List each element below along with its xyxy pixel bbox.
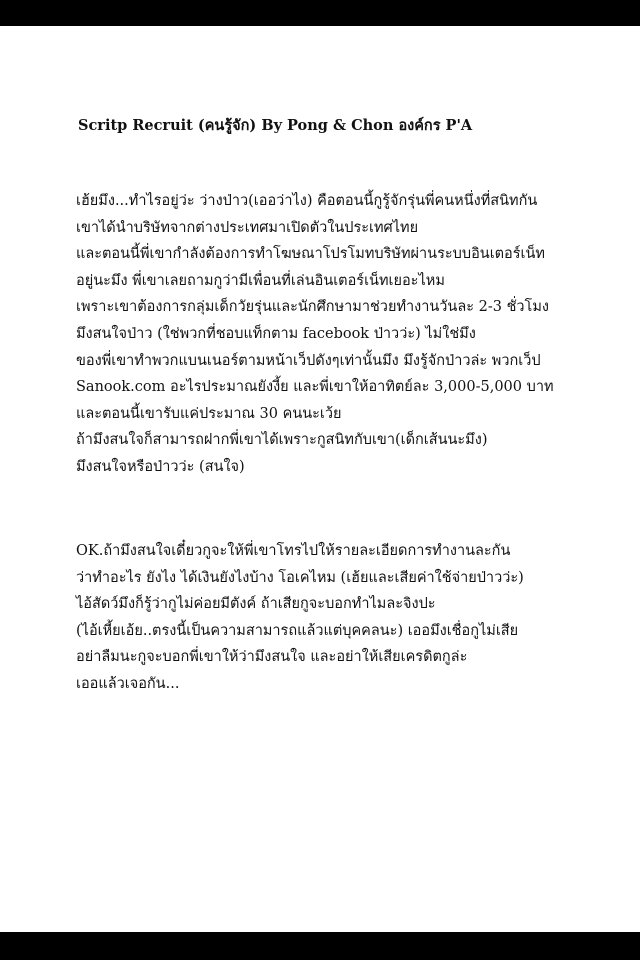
bottom-black-bar — [0, 932, 640, 960]
text-line: ถ้ามึงสนใจก็สามารถฝากพี่เขาได้เพราะกูสนิทกับเขา(เด็กเส้นนะมึง) — [76, 432, 488, 449]
top-black-bar — [0, 0, 640, 26]
text-line: เขาได้นำบริษัทจากต่างประเทศมาเปิดตัวในประเทศไทย — [76, 219, 419, 236]
document-title: Scritp Recruit (คนรู้จัก) By Pong & Chon องค์กร P'A — [78, 117, 473, 134]
text-line: อยู่นะมึง พี่เขาเลยถามกูว่ามีเพื่อนที่เล่นอินเตอร์เน็ทเยอะไหม — [76, 272, 445, 289]
text-line: เออแล้วเจอกัน... — [76, 675, 180, 692]
text-line: ว่าทำอะไร ยังไง ได้เงินยังไงบ้าง โอเคไหม (เฮ้ยและเสียค่าใช้จ่ายป่าวว่ะ) — [76, 569, 524, 586]
text-line: และตอนนี้เขารับแค่ประมาณ 30 คนนะเว้ย — [76, 405, 342, 422]
text-line: OK.ถ้ามึงสนใจเดี๋ยวกูจะให้พี่เขาโทรไปให้รายละเอียดการทำงานละกัน — [76, 543, 511, 559]
paragraph-1 — [76, 188, 596, 481]
text-line: ไอ้สัดว์มึงก็รู้ว่ากูไม่ค่อยมีตังค์ ถ้าเสียกูจะบอกทำไมละจิงปะ — [76, 596, 436, 613]
text-line: (ไอ้เหี้ยเอ้ย..ตรงนี้เป็นความสามารถแล้วแต่บุคคลนะ) เออมึงเชื่อกูไม่เสีย — [76, 622, 519, 639]
document-page — [0, 26, 640, 932]
text-line: Sanook.com อะไรประมาณยังงี้ย และพี่เขาให้อาทิตย์ละ 3,000-5,000 บาท — [76, 379, 554, 396]
text-line: ของพี่เขาทำพวกแบนเนอร์ตามหน้าเว็ปดังๆเท่านั้นมึง มึงรู้จักป่าวล่ะ พวกเว็ป — [76, 352, 541, 369]
text-line: เพราะเขาต้องการกลุ่มเด็กวัยรุ่นและนักศึกษามาช่วยทำงานวันละ 2-3 ชั่วโมง — [76, 299, 549, 316]
paragraph-2 — [76, 538, 596, 698]
text-line: อย่าลืมนะกูจะบอกพี่เขาให้ว่ามึงสนใจ และอย่าให้เสียเครดิตกูล่ะ — [76, 649, 468, 666]
text-line: มึงสนใจป่าว (ใช่พวกที่ชอบแท็กตาม facebook ป่าวว่ะ) ไม่ใช่มึง — [76, 325, 476, 342]
text-line: มึงสนใจหรือป่าวว่ะ (สนใจ) — [76, 458, 245, 475]
text-line: เฮ้ยมึง...ทำไรอยู่ว่ะ ว่างป่าว(เออว่าไง) คือตอนนี้กูรู้จักรุ่นพี่คนหนึ่งที่สนิทกัน — [76, 193, 538, 209]
text-line: และตอนนี้พี่เขากำลังต้องการทำโฆษณาโปรโมทบริษัทผ่านระบบอินเตอร์เน็ท — [76, 246, 545, 263]
